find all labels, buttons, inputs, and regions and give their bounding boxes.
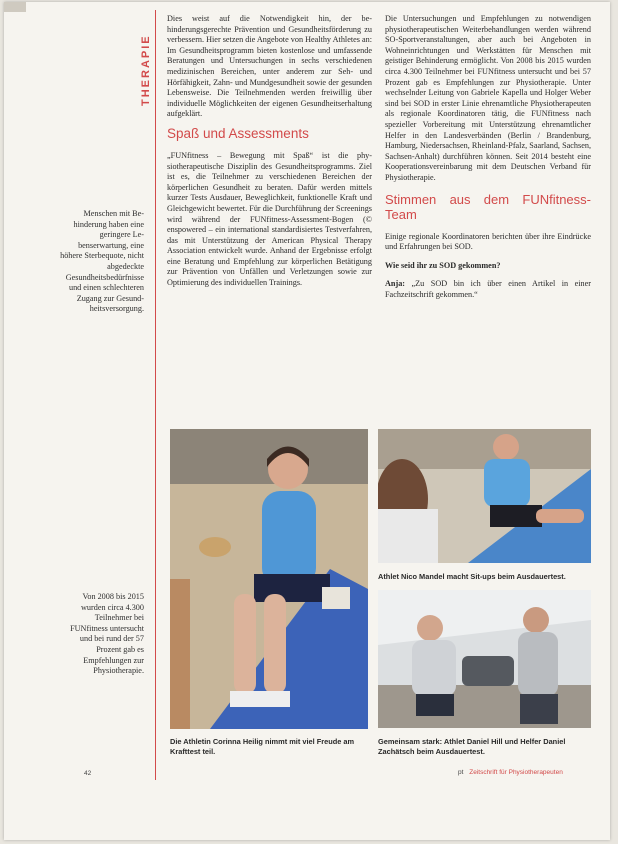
section-label: THERAPIE xyxy=(140,34,152,106)
section-rule xyxy=(155,10,156,780)
page-number-right: pt xyxy=(458,769,464,776)
text-column-left xyxy=(167,14,372,293)
photo-athlete-daniel xyxy=(378,590,591,728)
photo-athlete-corinna xyxy=(170,429,368,729)
page-number-left: 42 xyxy=(84,770,92,777)
heading-stimmen: Stimmen aus dem FUNfitness-Team xyxy=(385,191,591,222)
funfitness-paragraph: „FUNfitness – Bewegung mit Spaß“ ist die physiotherapeutische Disziplin des Gesundheitsprogramms. Ziel ist es, die Teilnehmer zu verschiedenen Bereichen der körperlichen Gesundheit zu beraten. Dafür werden mittels kurzer Tests Ausdauer, Beweglichkeit, funktionelle Kraft und Gleichgewicht bewertet. Für die Durchführung der Screenings wird während der FUNfitness-Assessment-Bogen (© enspowered – ein international standardisiertes Testverfahren, das mit Unterstützung der American Physical Therapy Association entwickelt wurde. Anhand der Ergebnisse erfolgt eine Beratung und Empfehlung zur körperlichen Betätigung zur Prävention von Unfällen und Verletzungen sowie zur Optimierung des individuellen Trainings. xyxy=(167,150,372,288)
voices-intro: Einige regionale Koordinatoren berichten über ihre Eindrücke und Erfahrungen bei SOD. xyxy=(385,231,591,252)
caption-photo-3: Gemeinsam stark: Athlet Daniel Hill und Helfer Daniel Zachätsch beim Ausdauertest. xyxy=(378,737,566,756)
margin-note-life-expectancy: Menschen mit Behinderung haben eine geringere Lebenserwartung, eine höhere Sterbequote, nicht abgedeckte Gesundheitsbedürfnisse und einen schlechteren Zugang zur Gesundheitsversorgung. xyxy=(60,209,144,314)
caption-photo-2: Athlet Nico Mandel macht Sit-ups beim Ausdauertest. xyxy=(378,572,566,581)
interview-answer xyxy=(385,279,591,300)
magazine-page xyxy=(4,2,610,840)
photo-athlete-nico xyxy=(378,429,591,563)
answer-text: „Zu SOD bin ich über einen Artikel in einer Fachzeitschrift gekommen.“ xyxy=(385,279,592,299)
intro-paragraph: Dies weist auf die Notwendigkeit hin, der behinderungsgerechte Prävention und Gesundheitsförderung zu verbessern. Hier setzen die Angebote von Healthy Athletes an: Im Gesundheitsprogramm bieten kostenlose und umfassende Beratungen und Untersuchungen in sechs verschiedenen medizinischen Bereichen, unter anderem zur Seh- und Hörfähigkeit, Zahn- und Mundgesundheit sowie der gesunden Lebensweise. Die Teilnehmenden werden freiwillig über individuelle Möglichkeiten der eigenen Gesundheitserhaltung aufgeklärt. xyxy=(167,14,372,119)
running-footer xyxy=(458,769,608,776)
answer-label: Anja: xyxy=(385,279,406,289)
photo-athlete-corinna-illustration xyxy=(170,429,368,729)
scan-corner xyxy=(4,2,26,12)
caption-photo-1: Die Athletin Corinna Heilig nimmt mit viel Freude am Krafttest teil. xyxy=(170,737,355,756)
margin-note-statistics: Von 2008 bis 2015 wurden circa 4.300 Teilnehmer bei FUNfitness untersucht und bei rund der 57 Prozent gab es Empfehlungen zur Physiotherapie. xyxy=(70,592,144,676)
text-column-right xyxy=(385,14,591,304)
examinations-paragraph: Die Untersuchungen und Empfehlungen zu notwendigen physiotherapeutischen Weiterbehandlungen werden während SO-Sportveranstaltungen, aber auch bei Angeboten in Wohneinrichtungen und Werkstätten für Menschen mit geistiger Behinderung ermöglicht. Von 2008 bis 2015 wurden circa 4.300 Teilnehmer bei FUNfitness untersucht und bei 57 Prozent gab es Empfehlungen zur Physiotherapie. Unter wechselnder Leitung von Gabriele Kapella und Holger Weber sind bei SOD in erster Linie ehrenamtliche Physiotherapeuten als regionale Koordinatoren tätig, die FUNfitness nach spezieller Vorbereitung mit Unterstützung ehrenamtlicher Helfer in den Landesverbänden (Berlin / Brandenburg, Hamburg, Niedersachsen, Rheinland-Pfalz, Saarland, Sachsen, Sachsen-Anhalt) durchführen können. Seit 2014 besteht eine Kooperationsvereinbarung mit dem Deutschen Verband für Physiotherapie. xyxy=(385,14,591,182)
photo-athlete-nico-illustration xyxy=(378,429,591,563)
interview-question: Wie seid ihr zu SOD gekommen? xyxy=(385,260,501,270)
heading-spass-assessments: Spaß und Assessments xyxy=(167,125,309,141)
journal-title: Zeitschrift für Physiotherapeuten xyxy=(469,769,563,776)
photo-athlete-daniel-illustration xyxy=(378,590,591,728)
